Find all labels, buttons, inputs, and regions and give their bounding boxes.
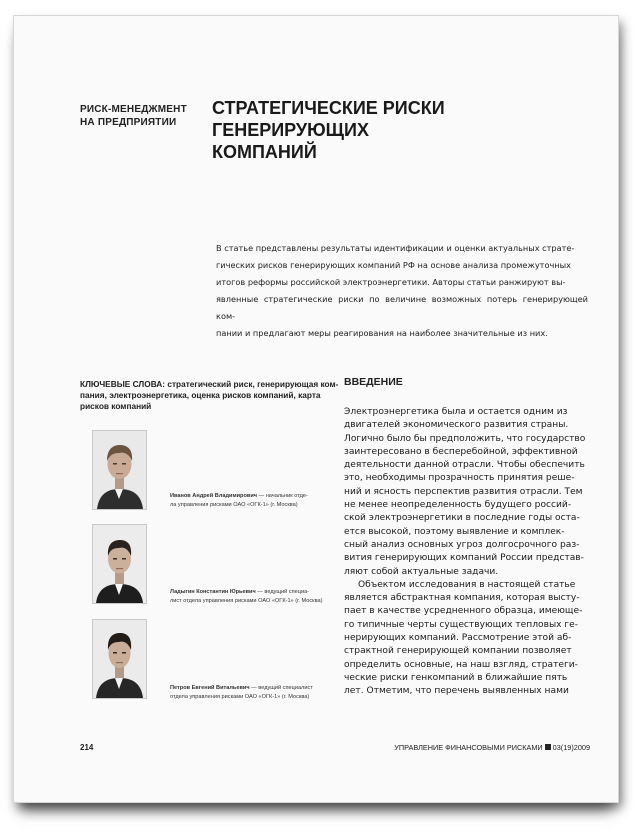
author-caption: Ладыгин Константин Юрьевич — ведущий специа- лист отдела управления рисками ОАО «ОГК-1» (г. Москва) [170,589,323,604]
journal-name: УПРАВЛЕНИЕ ФИНАНСОВЫМИ РИСКАМИ [394,743,543,752]
keywords: КЛЮЧЕВЫЕ СЛОВА: стратегический риск, генерирующая ком- пания, электроэнергетика, оценка рисков компаний, карта рисков компаний [80,379,339,411]
author-name: Ладыгин Константин Юрьевич [170,589,256,595]
author-photo [92,430,147,510]
journal-footer [394,743,590,752]
square-bullet-icon [545,744,551,750]
article-title: СТРАТЕГИЧЕСКИЕ РИСКИ ГЕНЕРИРУЮЩИХ КОМПАНИЙ [212,98,445,162]
abstract-line: пании и предлагают меры реагирования на наиболее значительные из них. [216,328,548,338]
keywords-label: КЛЮЧЕВЫЕ СЛОВА: [80,379,166,389]
author-name: Иванов Андрей Владимирович [170,493,258,499]
author-photo [92,524,147,604]
intro-heading: ВВЕДЕНИЕ [344,376,403,388]
page-number: 214 [80,743,94,752]
author-name: Петров Евгений Витальевич [170,685,250,691]
abstract-line: гических рисков генерирующих компаний РФ на основе анализа промежуточных [216,260,571,270]
paragraph: Электроэнергетика была и остается одним из двигателей экономического развития страны. Логично было бы предположить, что государство заинтересовано в бесперебойной, эффективной деятельности данной отрасли. Чтобы обеспечить это, необходимы прозрачность принятия реше- ний и ясность перспектив развития отрасли. Тем не менее неопределенность будущего россий- ской электроэнергетики в последние годы оста- ется высокой, поэтому выявление и комплек- сный анализ основных угроз долгосрочного раз- вития генерирующих компаний России представ- ляют собой актуальные задачи. [344,407,586,577]
section-label: РИСК-МЕНЕДЖМЕНТ НА ПРЕДПРИЯТИИ [80,104,187,128]
author-caption: Иванов Андрей Владимирович — начальник отде- ла управления рисками ОАО «ОГК-1» (г. Москва) [170,493,308,508]
abstract-line: итогов реформы российской электроэнергетики. Авторы статьи ранжируют вы- [216,277,566,287]
paragraph: Объектом исследования в настоящей статье является абстрактная компания, которая высту- пает в качестве усредненного образца, имеюще- го типичные черты существующих тепловых ге- нерирующих компаний. Рассмотрение этой аб- страктной генерирующей компании позволяет определить основные, на наш взгляд, стратеги- ческие риски генкомпаний в ближайшие пять лет. Отметим, что перечень выявленных нами [344,579,583,697]
journal-issue: 03(19)2009 [552,743,590,752]
abstract-line: В статье представлены результаты идентификации и оценки актуальных страте- [216,243,575,253]
abstract-line: явленные стратегические риски по величине возможных потерь генерирующей ком- [216,294,588,321]
author-caption: Петров Евгений Витальевич — ведущий специалист отдела управления рисками ОАО «ОГК-1» (г. Москва) [170,685,313,700]
document-page [14,16,618,802]
intro-body [344,406,602,699]
author-photo [92,619,147,699]
abstract [216,240,588,342]
